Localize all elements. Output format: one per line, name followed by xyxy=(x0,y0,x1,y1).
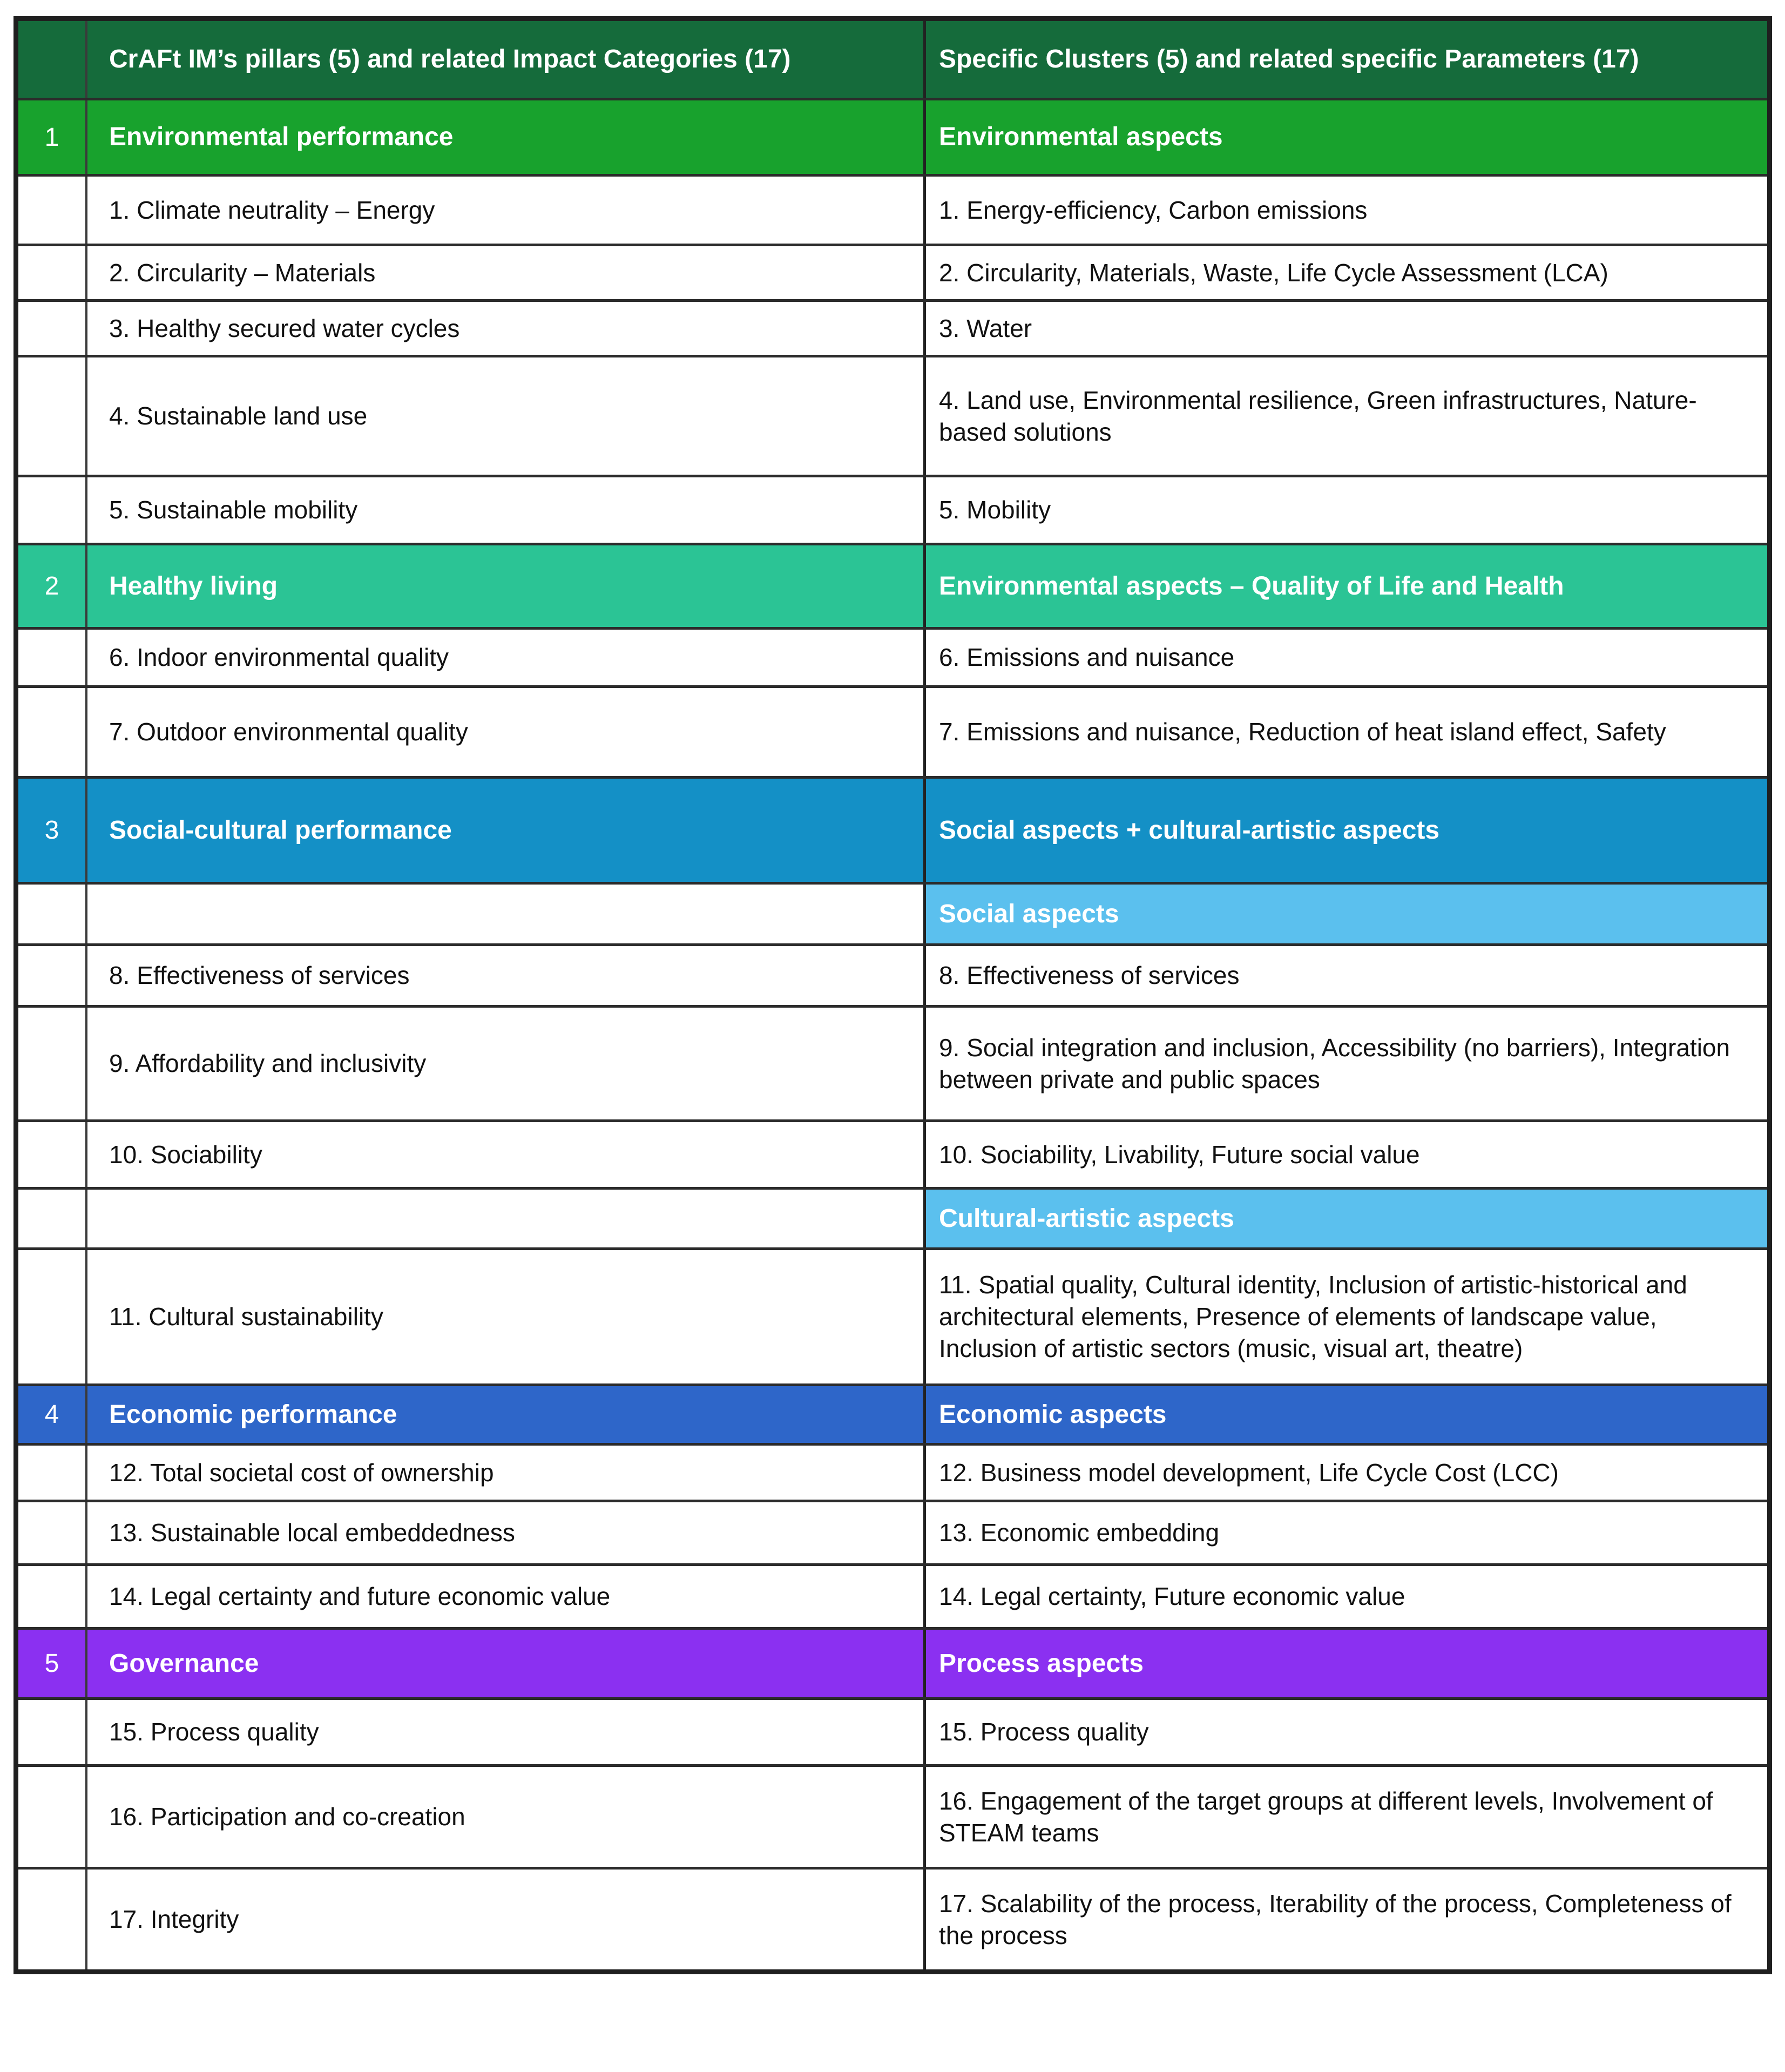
impact-category-cell: 1. Climate neutrality – Energy xyxy=(85,177,923,244)
parameter-cell: 14. Legal certainty, Future economic value xyxy=(923,1566,1767,1627)
header-number-cell xyxy=(18,21,85,98)
table-row xyxy=(18,355,1767,475)
parameter-cell: 6. Emissions and nuisance xyxy=(923,630,1767,685)
pillar-row-economic xyxy=(18,1383,1767,1443)
impact-category-cell: 16. Participation and co-creation xyxy=(85,1767,923,1867)
pillar-number: 4 xyxy=(44,1400,59,1429)
row-number-cell xyxy=(18,246,85,299)
row-number-cell xyxy=(18,688,85,776)
cluster-title-cell: Economic aspects xyxy=(923,1386,1767,1443)
row-number-cell xyxy=(18,1700,85,1764)
table-row xyxy=(18,1247,1767,1383)
impact-category-cell: 11. Cultural sustainability xyxy=(85,1250,923,1383)
subcluster-title-cell: Social aspects xyxy=(923,885,1767,943)
parameter-cell: 15. Process quality xyxy=(923,1700,1767,1764)
row-number-cell xyxy=(18,1566,85,1627)
table-row xyxy=(18,1867,1767,1969)
impact-category-cell: 13. Sustainable local embeddedness xyxy=(85,1502,923,1563)
impact-category-cell: 2. Circularity – Materials xyxy=(85,246,923,299)
row-number-cell xyxy=(18,1767,85,1867)
cluster-title-cell: Process aspects xyxy=(923,1630,1767,1697)
parameter-cell: 11. Spatial quality, Cultural identity, Inclusion of artistic-historical and architectural elements, Presence of elements of landscape value, Inclusion of artistic sectors (music, visual art, theatre) xyxy=(923,1250,1767,1383)
pillar-number: 2 xyxy=(44,572,59,600)
table-header-row xyxy=(18,21,1767,98)
row-number-cell xyxy=(18,357,85,475)
parameter-cell: 1. Energy-efficiency, Carbon emissions xyxy=(923,177,1767,244)
row-number-cell xyxy=(18,946,85,1005)
pillar-title-cell: Social-cultural performance xyxy=(85,779,923,882)
table-row xyxy=(18,1697,1767,1764)
row-number-cell xyxy=(18,302,85,355)
parameter-cell: 7. Emissions and nuisance, Reduction of heat island effect, Safety xyxy=(923,688,1767,776)
pillar-row-governance xyxy=(18,1627,1767,1697)
impact-category-cell: 15. Process quality xyxy=(85,1700,923,1764)
cluster-title-cell: Environmental aspects xyxy=(923,100,1767,174)
pillar-title-cell: Healthy living xyxy=(85,545,923,627)
subheader-row-cultural-artistic xyxy=(18,1187,1767,1247)
subheader-row-social-aspects xyxy=(18,882,1767,943)
parameter-cell: 16. Engagement of the target groups at different levels, Involvement of STEAM teams xyxy=(923,1767,1767,1867)
impact-category-cell: 4. Sustainable land use xyxy=(85,357,923,475)
parameter-cell: 5. Mobility xyxy=(923,477,1767,543)
pillars-clusters-table xyxy=(13,16,1772,1974)
table-row xyxy=(18,174,1767,244)
impact-category-cell: 17. Integrity xyxy=(85,1869,923,1969)
table-row xyxy=(18,475,1767,543)
table-row xyxy=(18,299,1767,355)
pillar-number: 1 xyxy=(44,123,59,152)
row-number-cell xyxy=(18,1250,85,1383)
parameter-cell: 9. Social integration and inclusion, Accessibility (no barriers), Integration between private and public spaces xyxy=(923,1008,1767,1119)
row-number-cell xyxy=(18,630,85,685)
table-row xyxy=(18,1500,1767,1563)
impact-category-cell: 5. Sustainable mobility xyxy=(85,477,923,543)
impact-category-cell: 12. Total societal cost of ownership xyxy=(85,1446,923,1500)
pillar-title-cell: Governance xyxy=(85,1630,923,1697)
row-number-cell xyxy=(18,1446,85,1500)
cluster-title-cell: Social aspects + cultural-artistic aspects xyxy=(923,779,1767,882)
table-row xyxy=(18,1563,1767,1627)
row-number-cell xyxy=(18,1008,85,1119)
table-row xyxy=(18,1005,1767,1119)
pillar-title-cell: Environmental performance xyxy=(85,100,923,174)
row-number-cell xyxy=(18,1190,85,1247)
right-column-header: Specific Clusters (5) and related specific Parameters (17) xyxy=(923,21,1767,98)
table-row xyxy=(18,943,1767,1005)
table-row xyxy=(18,627,1767,685)
row-number-cell xyxy=(18,1502,85,1563)
impact-category-cell: 6. Indoor environmental quality xyxy=(85,630,923,685)
empty-cell xyxy=(85,1190,923,1247)
parameter-cell: 4. Land use, Environmental resilience, Green infrastructures, Nature-based solutions xyxy=(923,357,1767,475)
pillar-number: 5 xyxy=(44,1649,59,1678)
parameter-cell: 12. Business model development, Life Cycle Cost (LCC) xyxy=(923,1446,1767,1500)
table-row xyxy=(18,1443,1767,1500)
parameter-cell: 13. Economic embedding xyxy=(923,1502,1767,1563)
parameter-cell: 8. Effectiveness of services xyxy=(923,946,1767,1005)
impact-category-cell: 7. Outdoor environmental quality xyxy=(85,688,923,776)
parameter-cell: 10. Sociability, Livability, Future social value xyxy=(923,1122,1767,1187)
pillar-number: 3 xyxy=(44,816,59,845)
parameter-cell: 2. Circularity, Materials, Waste, Life Cycle Assessment (LCA) xyxy=(923,246,1767,299)
parameter-cell: 17. Scalability of the process, Iterability of the process, Completeness of the process xyxy=(923,1869,1767,1969)
left-column-header: CrAFt IM’s pillars (5) and related Impact Categories (17) xyxy=(85,21,923,98)
cluster-title-cell: Environmental aspects – Quality of Life and Health xyxy=(923,545,1767,627)
row-number-cell xyxy=(18,477,85,543)
pillar-row-social-cultural xyxy=(18,776,1767,882)
table-row xyxy=(18,685,1767,776)
impact-category-cell: 3. Healthy secured water cycles xyxy=(85,302,923,355)
pillar-title-cell: Economic performance xyxy=(85,1386,923,1443)
row-number-cell xyxy=(18,177,85,244)
impact-category-cell: 10. Sociability xyxy=(85,1122,923,1187)
impact-category-cell: 8. Effectiveness of services xyxy=(85,946,923,1005)
table-row xyxy=(18,244,1767,299)
subcluster-title-cell: Cultural-artistic aspects xyxy=(923,1190,1767,1247)
pillar-row-healthy-living xyxy=(18,543,1767,627)
pillar-row-environmental xyxy=(18,98,1767,174)
row-number-cell xyxy=(18,885,85,943)
empty-cell xyxy=(85,885,923,943)
parameter-cell: 3. Water xyxy=(923,302,1767,355)
row-number-cell xyxy=(18,1122,85,1187)
impact-category-cell: 14. Legal certainty and future economic value xyxy=(85,1566,923,1627)
impact-category-cell: 9. Affordability and inclusivity xyxy=(85,1008,923,1119)
table-row xyxy=(18,1119,1767,1187)
table-row xyxy=(18,1764,1767,1867)
row-number-cell xyxy=(18,1869,85,1969)
